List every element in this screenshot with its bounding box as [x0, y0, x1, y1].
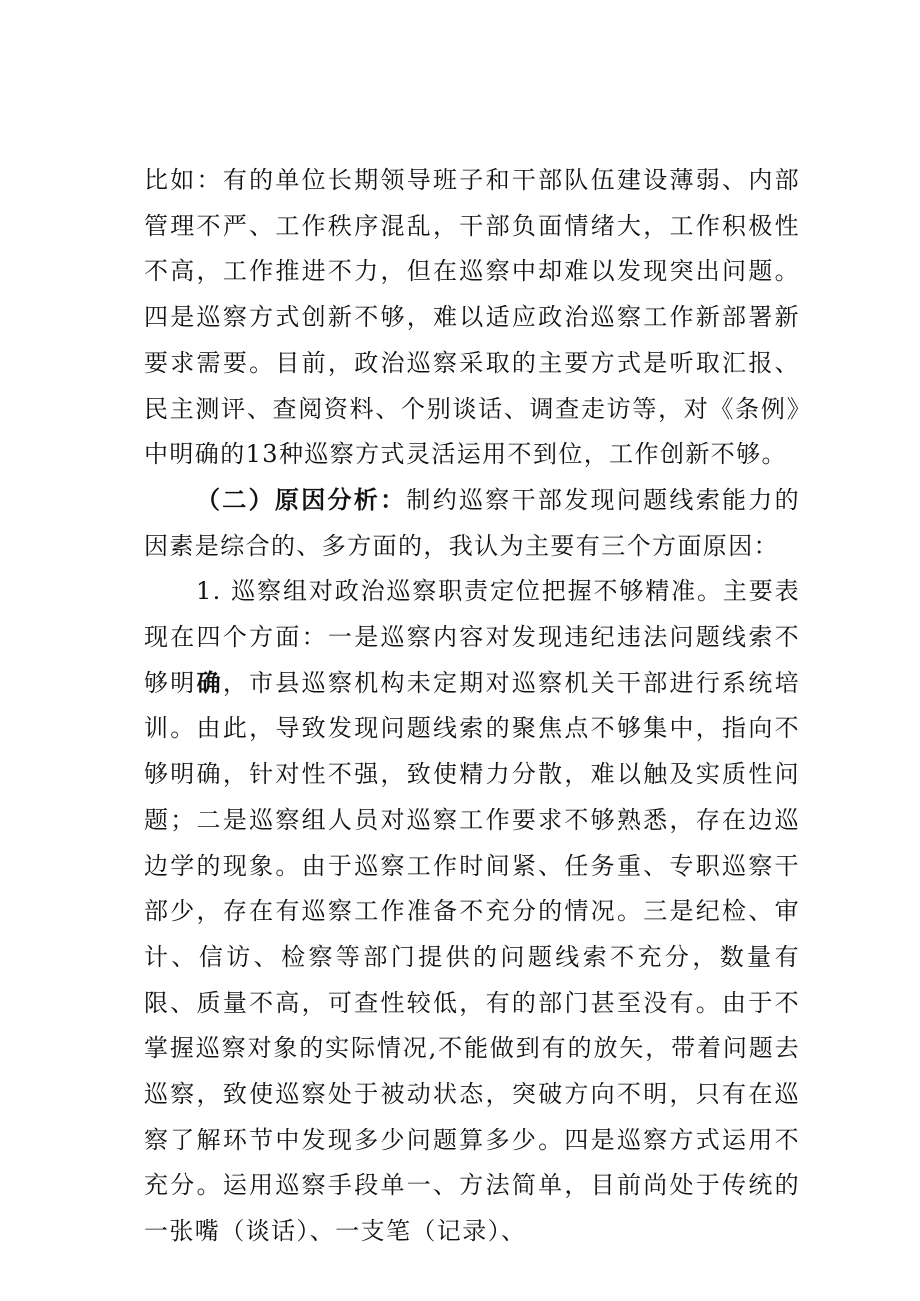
paragraph-problem-examples: 比如：有的单位长期领导班子和干部队伍建设薄弱、内部管理不严、工作秩序混乱，干部负面情绪大，工作积极性不高，工作推进不力，但在巡察中却难以发现突出问题。四是巡察方式创新不够，难以适应政治巡察工作新部署新要求需要。目前，政治巡察采取的主要方式是听取汇报、民主测评、查阅资料、个别谈话、调查走访等，对《条例》中明确的13种巡察方式灵活运用不到位，工作创新不够。 [144, 166, 800, 469]
first-cause-text-start: 1. 巡察组对政治巡察职责定位把握不够精准。主要表现在四个方面：一是巡察内容对发现违纪违法问题线索不够明 [144, 577, 800, 697]
document-body [144, 158, 800, 1255]
cause-analysis-text: 制约巡察干部发现问题线索能力的因素是综合的、多方面的，我认为主要有三个方面原因： [144, 485, 801, 560]
section-heading-cause-analysis: （二）原因分析： [196, 485, 407, 514]
paragraph-first-cause [144, 569, 800, 1255]
first-cause-text-continued: ，市县巡察机构未定期对巡察机关干部进行系统培训。由此，导致发现问题线索的聚焦点不够集中，指向不够明确，针对性不强，致使精力分散，难以触及实质性问题；二是巡察组人员对巡察工作要求不够熟悉，存在边巡边学的现象。由于巡察工作时间紧、任务重、专职巡察干部少，存在有巡察工作准备不充分的情况。三是纪检、审计、信访、检察等部门提供的问题线索不充分，数量有限、质量不高，可查性较低，有的部门甚至没有。由于不掌握巡察对象的实际情况,不能做到有的放矢，带着问题去巡察，致使巡察处于被动状态，突破方向不明，只有在巡察了解环节中发现多少问题算多少。四是巡察方式运用不充分。运用巡察手段单一、方法简单，目前尚处于传统的一张嘴（谈话）、一支笔（记录）、 [144, 668, 800, 1246]
paragraph-cause-analysis [144, 478, 800, 569]
emphasized-character: 确 [196, 668, 223, 697]
